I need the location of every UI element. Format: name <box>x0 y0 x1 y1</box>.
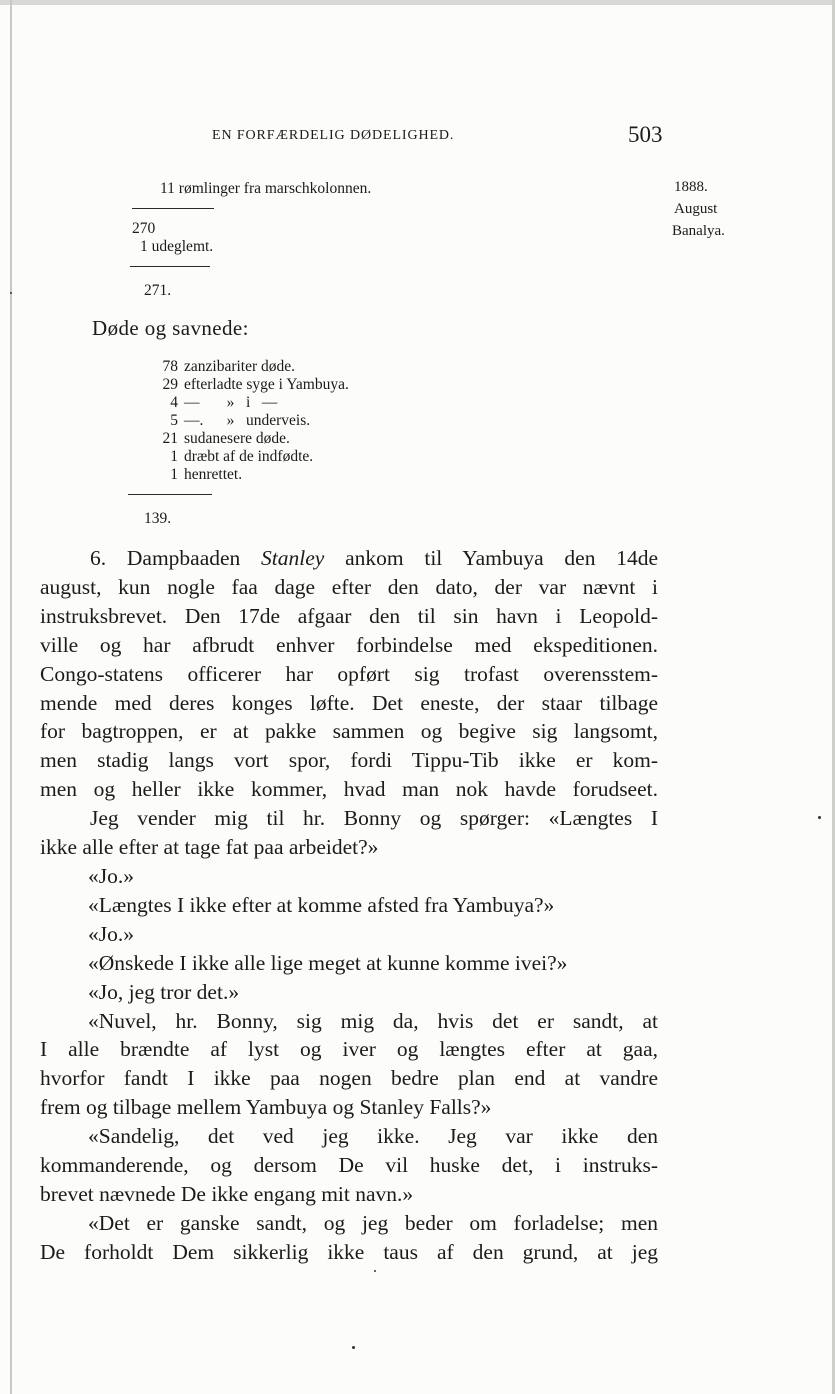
page-edge <box>10 0 12 1394</box>
page-number: 503 <box>628 122 663 147</box>
text-line: august, kun nogle faa dage efter den dato, der var nævnt i <box>40 574 658 599</box>
list-item: 29 efterladte syge i Yambuya. <box>162 376 349 393</box>
text-line: men stadig langs vort spor, fordi Tippu-Tib ikke er kom- <box>40 748 658 773</box>
deaths-list <box>156 358 349 484</box>
text-line: Congo-statens officerer har opført sig trofast overensstem- <box>40 661 658 686</box>
text-line: «Jo, jeg tror det.» <box>88 979 240 1004</box>
text-line: frem og tilbage mellem Yambuya og Stanley Falls?» <box>40 1095 492 1120</box>
text-line: hvorfor fandt I ikke paa nogen bedre plan end at vandre <box>40 1066 658 1091</box>
divider <box>128 494 212 495</box>
text-line: kommanderende, og dersom De vil huske det, i instruks- <box>40 1153 658 1178</box>
text-line: mende med deres konges løfte. Det eneste, der staar tilbage <box>40 690 658 715</box>
text-line: I alle brændte af lyst og iver og længtes efter at gaa, <box>40 1037 658 1062</box>
list-item: 1 henrettet. <box>170 466 243 483</box>
tally-subtotal: 270 <box>132 220 156 237</box>
list-item: 4 — » i — <box>170 394 278 411</box>
tally-line: 11 rømlinger fra marschkolonnen. <box>160 180 372 197</box>
text-line: ville og har afbrudt enhver forbindelse med ekspeditionen. <box>40 632 658 657</box>
ship-name: Stanley <box>261 546 325 570</box>
text-line: for bagtroppen, er at pakke sammen og begive sig langsomt, <box>40 719 658 744</box>
text-line: brevet nævnede De ikke engang mit navn.» <box>40 1181 414 1206</box>
text-line: ikke alle efter at tage fat paa arbeidet?» <box>40 835 379 860</box>
text-line: 6. Dampbaaden Stanley ankom til Yambuya den 14de <box>90 546 658 570</box>
text-line: De forholdt Dem sikkerlig ikke taus af den grund, at jeg <box>40 1239 658 1264</box>
margin-note-year: 1888. <box>674 179 708 195</box>
text-line: «Nuvel, hr. Bonny, sig mig da, hvis det er sandt, at <box>88 1008 658 1033</box>
paper-speck <box>10 292 12 294</box>
section-heading: Døde og savnede: <box>92 316 249 340</box>
paper-speck <box>352 1346 355 1349</box>
text-line: «Ønskede I ikke alle lige meget at kunne komme ivei?» <box>88 950 568 975</box>
margin-note-place: Banalya. <box>672 223 725 239</box>
text-line: «Jo.» <box>88 921 134 946</box>
tally-line: 1 udeglemt. <box>140 238 214 255</box>
body-text <box>40 544 658 1267</box>
margin-note-month: August <box>674 201 718 217</box>
list-item: 21 sudanesere døde. <box>162 430 290 447</box>
text-line: «Jo.» <box>88 863 134 888</box>
divider <box>132 208 214 209</box>
text-line: «Sandelig, det ved jeg ikke. Jeg var ikke den <box>88 1124 658 1149</box>
tally-total: 271. <box>144 282 172 299</box>
list-item: 1 dræbt af de indfødte. <box>170 448 314 465</box>
deaths-total: 139. <box>144 510 172 527</box>
running-title: EN FORFÆRDELIG DØDELIGHED. <box>212 128 455 143</box>
text-line: Jeg vender mig til hr. Bonny og spørger: «Længtes I <box>90 806 658 831</box>
divider <box>130 266 210 267</box>
text-line: instruksbrevet. Den 17de afgaar den til sin havn i Leopold- <box>40 603 658 628</box>
paper-speck <box>374 1270 376 1272</box>
text-line: «Det er ganske sandt, og jeg beder om forladelse; men <box>88 1210 658 1235</box>
text-line: «Længtes I ikke efter at komme afsted fra Yambuya?» <box>88 892 555 917</box>
list-item: 78 zanzibariter døde. <box>162 358 296 375</box>
text-line: men og heller ikke kommer, hvad man nok havde forudseet. <box>40 777 658 802</box>
page-edge <box>0 0 835 5</box>
paper-speck <box>818 816 821 819</box>
list-item: 5 —. » underveis. <box>170 412 311 429</box>
